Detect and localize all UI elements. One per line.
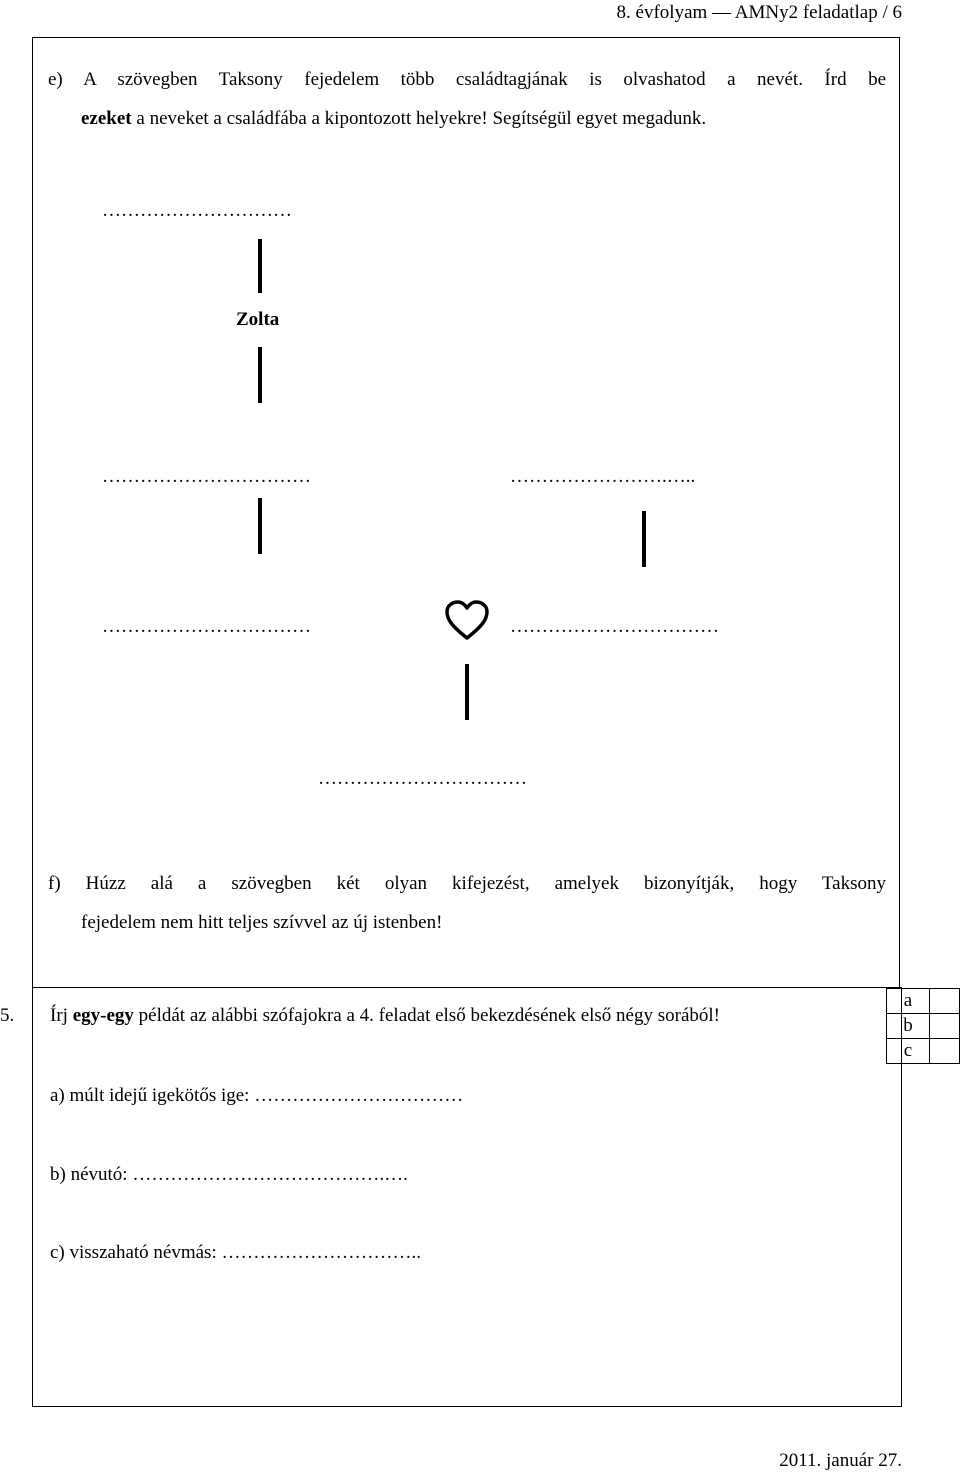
tree-connector-2 bbox=[258, 347, 262, 403]
score-cell-c[interactable] bbox=[929, 1039, 959, 1064]
heart-icon bbox=[445, 600, 489, 642]
task-5-intro-rest: példát az alábbi szófajokra a 4. feladat első bekezdésének első négy sorából! bbox=[133, 1005, 720, 1026]
tree-connector-3 bbox=[258, 498, 262, 554]
item-c-label: c) visszaható névmás: bbox=[50, 1242, 217, 1263]
task-5-intro bbox=[50, 1005, 720, 1027]
task-e-bold-word: ezeket bbox=[81, 108, 132, 129]
score-row-a bbox=[887, 989, 960, 1014]
task-e-text bbox=[48, 60, 886, 138]
task-5-item-b bbox=[50, 1164, 408, 1186]
task-5-item-a bbox=[50, 1085, 463, 1107]
score-row-b bbox=[887, 1014, 960, 1039]
score-cell-b[interactable] bbox=[929, 1014, 959, 1039]
tree-given-name: Zolta bbox=[236, 309, 280, 330]
item-b-label: b) névutó: bbox=[50, 1164, 128, 1185]
score-label-a: a bbox=[887, 989, 930, 1014]
page-header: 8. évfolyam — AMNy2 feladatlap / 6 bbox=[616, 2, 902, 23]
score-label-b: b bbox=[887, 1014, 930, 1039]
score-label-c: c bbox=[887, 1039, 930, 1064]
tree-connector-1 bbox=[258, 239, 262, 293]
tree-right-bottom-dots: …………………………… bbox=[510, 616, 719, 637]
task-5-intro-bold: egy-egy bbox=[72, 1005, 134, 1026]
footer-date: 2011. január 27. bbox=[779, 1450, 902, 1471]
tree-top-dots: ………………………… bbox=[102, 200, 292, 221]
item-a-answer-dots[interactable]: …………………………… bbox=[254, 1085, 464, 1106]
score-table bbox=[886, 988, 960, 1064]
item-b-answer-dots[interactable]: ………………………………….…. bbox=[132, 1164, 408, 1185]
score-cell-a[interactable] bbox=[929, 989, 959, 1014]
task-e-line1: A szövegben Taksony fejedelem több családtagjának is olvashatod a nevét. Írd be bbox=[83, 69, 886, 90]
item-a-label: a) múlt idejű igekötős ige: bbox=[50, 1085, 250, 1106]
task-e-f-box bbox=[32, 37, 900, 987]
tree-left-mid-dots: …………………………… bbox=[102, 466, 311, 487]
tree-child-dots: …………………………… bbox=[318, 768, 527, 789]
task-e-label: e) bbox=[48, 69, 63, 90]
task-f-label: f) bbox=[48, 873, 61, 894]
task-5-box bbox=[32, 987, 902, 1407]
task-5-intro-pre: Írj bbox=[50, 1005, 73, 1026]
tree-left-bottom-dots: …………………………… bbox=[102, 616, 311, 637]
task-e-line2: a neveket a családfába a kipontozott helyekre! Segítségül egyet megadunk. bbox=[131, 108, 707, 129]
task-5-item-c bbox=[50, 1242, 421, 1264]
task-5-number: 5. bbox=[0, 1005, 15, 1026]
tree-connector-5 bbox=[465, 664, 469, 720]
score-row-c bbox=[887, 1039, 960, 1064]
tree-right-mid-dots: …………………….….. bbox=[510, 466, 696, 487]
task-f-line2: fejedelem nem hitt teljes szívvel az új istenben! bbox=[81, 912, 443, 933]
tree-connector-4 bbox=[642, 511, 646, 567]
item-c-answer-dots[interactable]: ………………………….. bbox=[221, 1242, 421, 1263]
task-f-line1: Húzz alá a szövegben két olyan kifejezést, amelyek bizonyítják, hogy Taksony bbox=[85, 873, 886, 894]
task-f-text bbox=[48, 864, 886, 942]
